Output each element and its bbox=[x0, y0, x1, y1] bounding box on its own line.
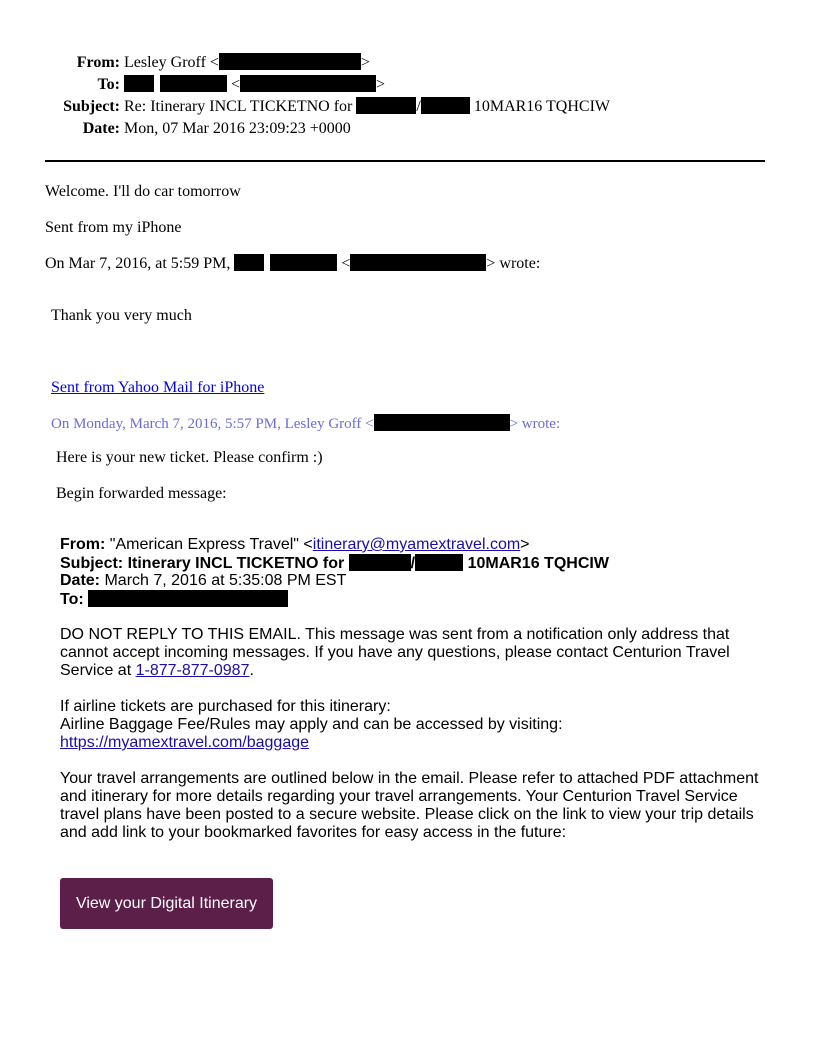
redacted-email bbox=[374, 414, 510, 431]
redacted-first-name bbox=[124, 75, 154, 92]
yahoo-mail-link[interactable]: Sent from Yahoo Mail for iPhone bbox=[51, 379, 265, 396]
date-label: Date: bbox=[82, 120, 120, 137]
to-open: < bbox=[231, 76, 241, 93]
quote-intro bbox=[45, 254, 540, 274]
subject-label: Subject: bbox=[63, 98, 120, 115]
fwd-date-row bbox=[60, 572, 346, 590]
reply-text: Welcome. I'll do car tomorrow bbox=[45, 183, 241, 200]
redacted-email bbox=[350, 254, 486, 271]
header-date-row bbox=[0, 118, 816, 140]
fwd-date-label: Date: bbox=[60, 572, 101, 589]
redacted-name bbox=[349, 554, 411, 571]
redacted-email bbox=[219, 53, 361, 70]
fwd-notice-end: . bbox=[249, 662, 254, 679]
header-divider bbox=[45, 160, 765, 162]
header-subject-row bbox=[0, 96, 816, 118]
fwd-from-label: From: bbox=[60, 536, 106, 553]
fwd-notice-text: DO NOT REPLY TO THIS EMAIL. This message was sent from a notification only address that cannot accept incoming messages. If you have any questions, please contact Centurion Travel Service at bbox=[60, 626, 730, 679]
fwd-from-row bbox=[60, 536, 530, 554]
from-name: Lesley Groff < bbox=[124, 54, 219, 71]
forward-label: Begin forwarded message: bbox=[56, 485, 227, 502]
date-value: Mon, 07 Mar 2016 23:09:23 +0000 bbox=[124, 120, 351, 137]
redacted-name bbox=[421, 97, 470, 114]
quoted-thanks: Thank you very much bbox=[51, 307, 192, 324]
redacted-last-name bbox=[270, 254, 337, 271]
fwd-from-name: "American Express Travel" < bbox=[109, 536, 313, 553]
reply-signature: Sent from my iPhone bbox=[45, 219, 182, 236]
yahoo-quote-intro bbox=[51, 414, 560, 434]
yahoo-quote-suffix: > wrote: bbox=[509, 416, 561, 432]
quoted-new-ticket: Here is your new ticket. Please confirm :) bbox=[56, 449, 323, 466]
subject-slash: / bbox=[416, 98, 421, 115]
baggage-link[interactable]: https://myamextravel.com/baggage bbox=[60, 734, 310, 751]
email-header bbox=[0, 52, 816, 140]
quote-intro-open: < bbox=[341, 255, 351, 272]
fwd-subject-prefix: Itinerary INCL TICKETNO for bbox=[127, 555, 345, 572]
to-label: To: bbox=[97, 76, 120, 93]
from-value bbox=[124, 52, 370, 74]
fwd-subject-suffix: 10MAR16 TQHCIW bbox=[467, 555, 609, 572]
redacted-name bbox=[356, 97, 416, 114]
fwd-to-row bbox=[60, 590, 288, 609]
subject-value bbox=[124, 96, 610, 118]
yahoo-quote-prefix: On Monday, March 7, 2016, 5:57 PM, Lesley Groff < bbox=[51, 416, 374, 432]
fwd-to-label: To: bbox=[60, 591, 84, 608]
subject-prefix: Re: Itinerary INCL TICKETNO for bbox=[124, 98, 353, 115]
redacted-email bbox=[88, 590, 288, 607]
fwd-arrangements: Your travel arrangements are outlined below in the email. Please refer to attached PDF attachment and itinerary for more details regarding your travel arrangements. Your Centurion Travel Service travel plans have been posted to a secure website. Please click on the link to view your trip details and add link to your bookmarked favorites for easy access in the future: bbox=[60, 770, 759, 841]
from-label: From: bbox=[76, 54, 120, 71]
fwd-from-close: > bbox=[520, 536, 530, 553]
fwd-baggage-line1: If airline tickets are purchased for this itinerary: bbox=[60, 698, 391, 715]
fwd-date-value: March 7, 2016 at 5:35:08 PM EST bbox=[104, 572, 347, 589]
redacted-name bbox=[415, 554, 463, 571]
quote-intro-prefix: On Mar 7, 2016, at 5:59 PM, bbox=[45, 255, 231, 272]
fwd-subject-slash: / bbox=[410, 555, 416, 572]
redacted-email bbox=[240, 75, 376, 92]
fwd-baggage-link-row bbox=[60, 734, 760, 752]
to-value bbox=[124, 74, 385, 96]
redacted-last-name bbox=[160, 75, 227, 92]
view-digital-itinerary-button[interactable]: View your Digital Itinerary bbox=[60, 878, 273, 929]
redacted-first-name bbox=[234, 254, 264, 271]
fwd-notice bbox=[60, 626, 760, 680]
subject-suffix: 10MAR16 TQHCIW bbox=[473, 98, 610, 115]
header-to-row bbox=[0, 74, 816, 96]
fwd-subject-row bbox=[60, 554, 609, 573]
fwd-baggage-line2: Airline Baggage Fee/Rules may apply and can be accessed by visiting: bbox=[60, 716, 563, 733]
quote-intro-suffix: > wrote: bbox=[486, 255, 541, 272]
from-close: > bbox=[360, 54, 370, 71]
header-from-row bbox=[0, 52, 816, 74]
to-close: > bbox=[376, 76, 386, 93]
phone-link[interactable]: 1-877-877-0987 bbox=[135, 662, 250, 679]
fwd-subject-label: Subject: bbox=[60, 555, 124, 572]
fwd-from-email-link[interactable]: itinerary@myamextravel.com bbox=[312, 536, 521, 553]
